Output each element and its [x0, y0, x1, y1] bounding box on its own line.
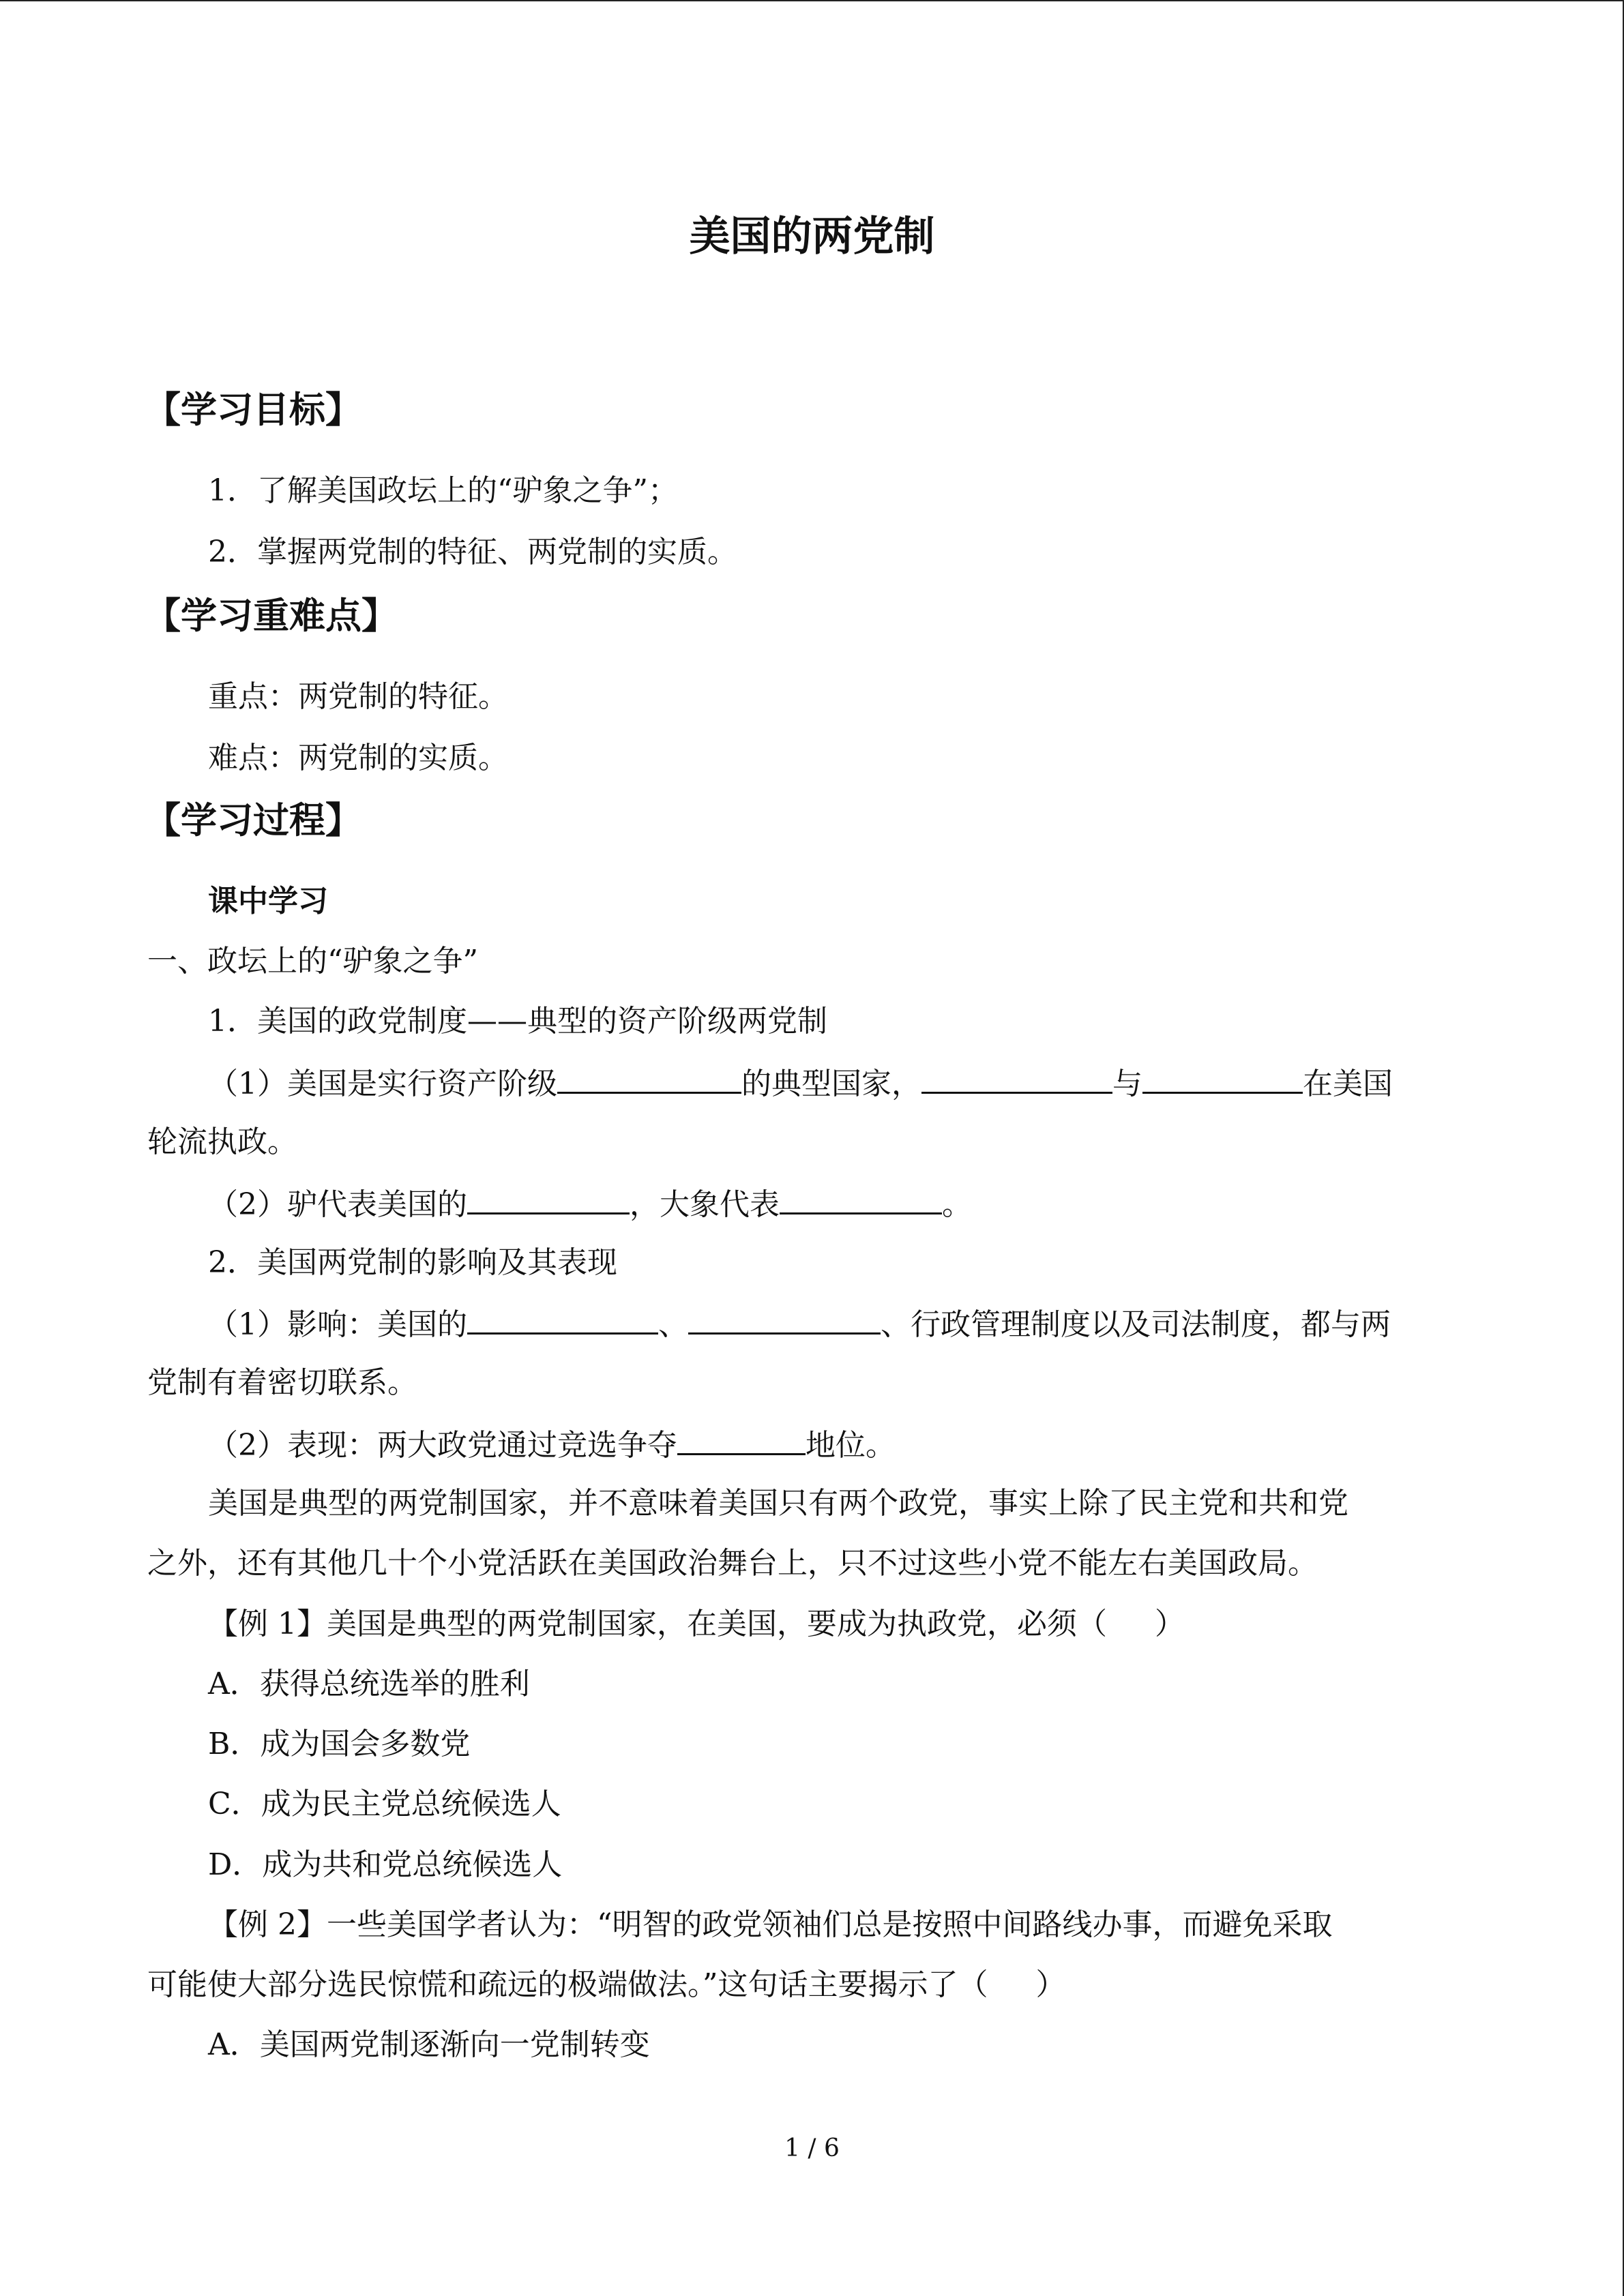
question-3 — [208, 1302, 1391, 1345]
example-2-option-a: A．美国两党制逐渐向一党制转变 — [208, 2027, 650, 2062]
question-2-prefix: （2）驴代表美国的 — [208, 1187, 467, 1222]
page-title: 美国的两党制 — [689, 213, 935, 260]
process-heading: 【学习过程】 — [145, 800, 361, 841]
question-4-suffix: 地位。 — [806, 1428, 896, 1463]
question-2 — [208, 1182, 972, 1225]
fill-blank[interactable] — [780, 1182, 942, 1214]
example-1-close: ） — [1154, 1607, 1185, 1641]
question-1-prefix: （1）美国是实行资产阶级 — [208, 1067, 557, 1101]
objectives-heading: 【学习目标】 — [145, 389, 361, 431]
question-3-mid: 、 — [658, 1307, 688, 1342]
example-2-stem-line-2 — [147, 1965, 1066, 2006]
question-4 — [208, 1423, 896, 1466]
question-1-mid1: 的典型国家， — [741, 1067, 921, 1101]
in-class-subheading: 课中学习 — [208, 884, 328, 919]
key-points-heading: 【学习重难点】 — [145, 595, 398, 637]
fill-blank[interactable] — [1142, 1062, 1303, 1094]
question-1-suffix: 在美国 — [1303, 1067, 1393, 1101]
fill-blank[interactable] — [677, 1423, 806, 1455]
fill-blank[interactable] — [467, 1302, 658, 1335]
question-3-continuation: 党制有着密切联系。 — [147, 1365, 417, 1400]
paragraph-line-2: 之外，还有其他几十个小党活跃在美国政治舞台上，只不过这些小党不能左右美国政局。 — [147, 1546, 1318, 1581]
question-4-prefix: （2）表现：两大政党通过竞选争夺 — [208, 1428, 677, 1463]
part1-title: 一、政坛上的“驴象之争” — [147, 944, 478, 979]
objective-item-2: 2．掌握两党制的特征、两党制的实质。 — [208, 535, 737, 569]
question-3-suffix: 、行政管理制度以及司法制度，都与两 — [881, 1307, 1391, 1342]
fill-blank[interactable] — [557, 1062, 741, 1094]
example-1-option-a: A．获得总统选举的胜利 — [208, 1667, 530, 1701]
example-1-option-d: D．成为共和党总统候选人 — [208, 1847, 563, 1882]
question-3-prefix: （1）影响：美国的 — [208, 1307, 467, 1342]
point1-title: 1．美国的政党制度——典型的资产阶级两党制 — [208, 1004, 827, 1039]
example-2-stem-line-1: 【例 2】一些美国学者认为：“明智的政党领袖们总是按照中间路线办事，而避免采取 — [208, 1907, 1333, 1942]
paragraph-line-1: 美国是典型的两党制国家，并不意味着美国只有两个政党，事实上除了民主党和共和党 — [208, 1486, 1348, 1521]
question-1-continuation: 轮流执政。 — [147, 1124, 297, 1159]
question-2-mid: ，大象代表 — [630, 1187, 780, 1222]
example-1-stem — [208, 1604, 1185, 1645]
example-1-stem-text: 【例 1】美国是典型的两党制国家，在美国，要成为执政党，必须（ — [208, 1607, 1107, 1641]
example-1-option-b: B．成为国会多数党 — [208, 1727, 471, 1761]
question-1 — [208, 1062, 1393, 1105]
fill-blank[interactable] — [921, 1062, 1112, 1094]
key-point-item: 重点：两党制的特征。 — [208, 679, 508, 714]
fill-blank[interactable] — [467, 1182, 630, 1214]
example-1-option-c: C．成为民主党总统候选人 — [208, 1787, 561, 1821]
page-indicator: 1 / 6 — [784, 2134, 840, 2162]
point2-title: 2．美国两党制的影响及其表现 — [208, 1245, 617, 1280]
question-2-suffix: 。 — [942, 1187, 972, 1222]
fill-blank[interactable] — [688, 1302, 881, 1335]
question-1-mid2: 与 — [1112, 1067, 1142, 1101]
difficult-point-item: 难点：两党制的实质。 — [208, 741, 508, 775]
objective-item-1: 1．了解美国政坛上的“驴象之争”； — [208, 473, 678, 508]
example-2-close: ） — [1035, 1967, 1066, 2002]
example-2-stem-text: 可能使大部分选民惊慌和疏远的极端做法。”这句话主要揭示了（ — [147, 1967, 988, 2002]
